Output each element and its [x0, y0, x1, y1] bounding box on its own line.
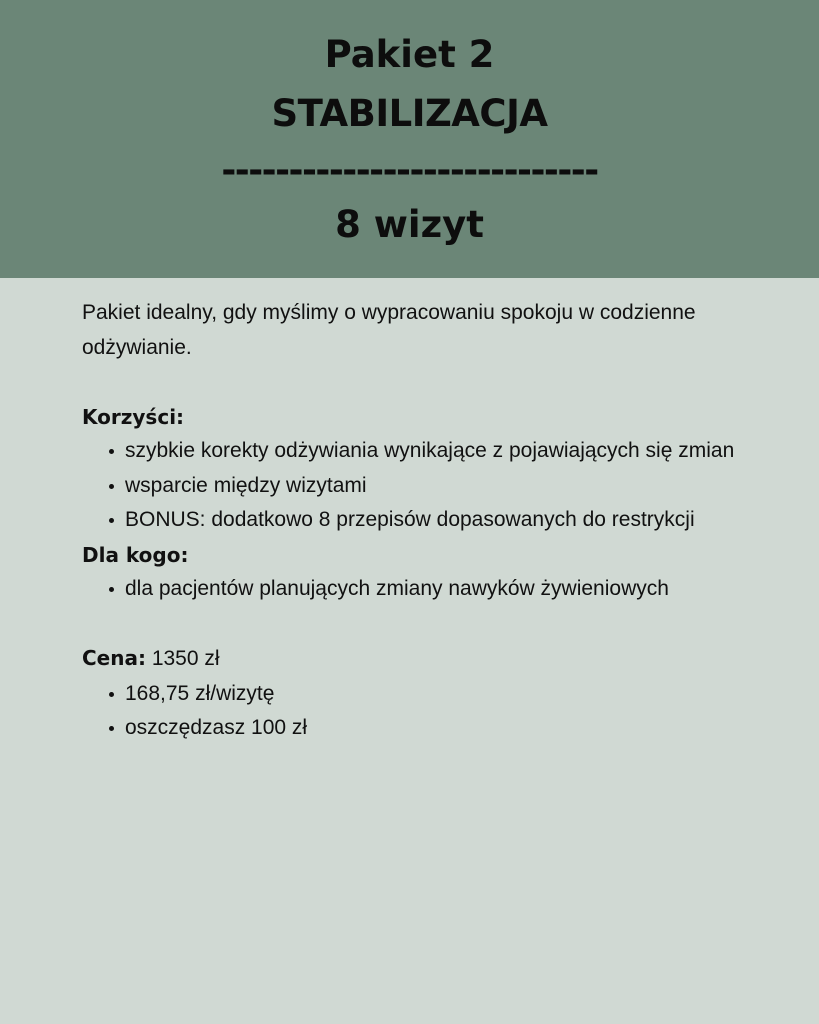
price-label: Cena:: [82, 646, 146, 670]
intro-text: Pakiet idealny, gdy myślimy o wypracowaniu spokoju w codzienne odżywianie.: [82, 301, 696, 359]
list-item: BONUS: dodatkowo 8 przepisów dopasowanych do restrykcji: [125, 503, 762, 538]
price-details-list: [82, 677, 762, 746]
header-divider: ----------------------------: [221, 150, 598, 191]
visit-count: 8 wizyt: [335, 203, 484, 246]
list-item: dla pacjentów planujących zmiany nawyków żywieniowych: [125, 572, 762, 607]
package-title: Pakiet 2: [324, 33, 495, 76]
list-item: wsparcie między wizytami: [125, 469, 762, 504]
list-item: 168,75 zł/wizytę: [125, 677, 762, 712]
audience-list: [82, 572, 762, 607]
benefits-list: [82, 434, 762, 538]
list-item: oszczędzasz 100 zł: [125, 711, 762, 746]
list-item: szybkie korekty odżywiania wynikające z pojawiających się zmian: [125, 434, 762, 469]
package-name: STABILIZACJA: [271, 92, 548, 135]
price-line: [82, 641, 762, 677]
price-value: 1350 zł: [145, 647, 220, 670]
benefits-heading: Korzyści:: [82, 404, 185, 429]
audience-heading: Dla kogo:: [82, 542, 189, 567]
header-banner: [0, 0, 819, 278]
spacer: [82, 607, 762, 642]
package-description: [82, 296, 762, 746]
spacer: [82, 365, 762, 400]
